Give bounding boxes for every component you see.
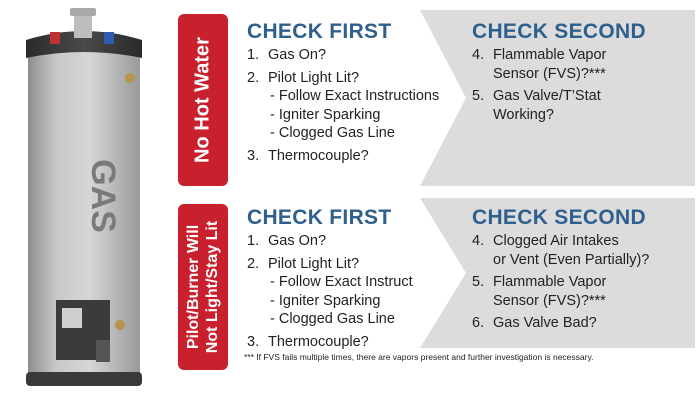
check-first-list-2 [247,232,457,355]
list-item: 5. Flammable Vapor Sensor (FVS)?*** [472,274,607,309]
footnote: *** If FVS fails multiple times, there are vapors present and further investigation is necessary. [244,352,594,362]
sub-item: - Follow Exact Instruct [270,274,413,290]
sub-item: - Igniter Sparking [270,292,381,309]
list-item: 5. Gas Valve/T’Stat Working? [472,88,601,123]
list-item: 6. Gas Valve Bad? [472,315,597,331]
sub-item: - Clogged Gas Line [270,125,395,141]
sub-item: - Igniter Sparking [270,106,381,123]
list-item: 2. Pilot Light Lit? - Follow Exact Instructions - Igniter Sparking - Clogged Gas Line [247,69,457,143]
no-hot-water-label: No Hot Water [191,37,214,163]
check-first-list-1 [247,46,457,169]
water-heater-image [0,0,170,400]
list-item: 3. Thermocouple? [247,147,369,164]
check-first-heading-2: CHECK FIRST [247,206,392,229]
list-item: 4. Clogged Air Intakes or Vent (Even Partially)? [472,233,650,268]
list-item: 2. Pilot Light Lit? - Follow Exact Instruct - Igniter Sparking - Clogged Gas Line [247,255,457,329]
no-hot-water-tab [178,14,228,186]
gas-label: GAS [84,159,122,233]
check-first-heading-1: CHECK FIRST [247,20,392,43]
list-item: 4. Flammable Vapor Sensor (FVS)?*** [472,47,607,82]
sub-item: - Follow Exact Instructions [270,88,440,104]
pilot-burner-label: Pilot/Burner Will Not Light/Stay Lit [185,220,221,354]
list-item: 1. Gas On? [247,233,327,249]
check-second-list-1 [472,46,672,128]
sub-item: - Clogged Gas Line [270,311,395,327]
list-item: 1. Gas On? [247,47,327,63]
check-second-list-2 [472,232,687,337]
pilot-burner-tab [178,204,228,370]
check-second-heading-2: CHECK SECOND [472,206,646,229]
list-item: 3. Thermocouple? [247,333,369,350]
check-second-heading-1: CHECK SECOND [472,20,646,43]
